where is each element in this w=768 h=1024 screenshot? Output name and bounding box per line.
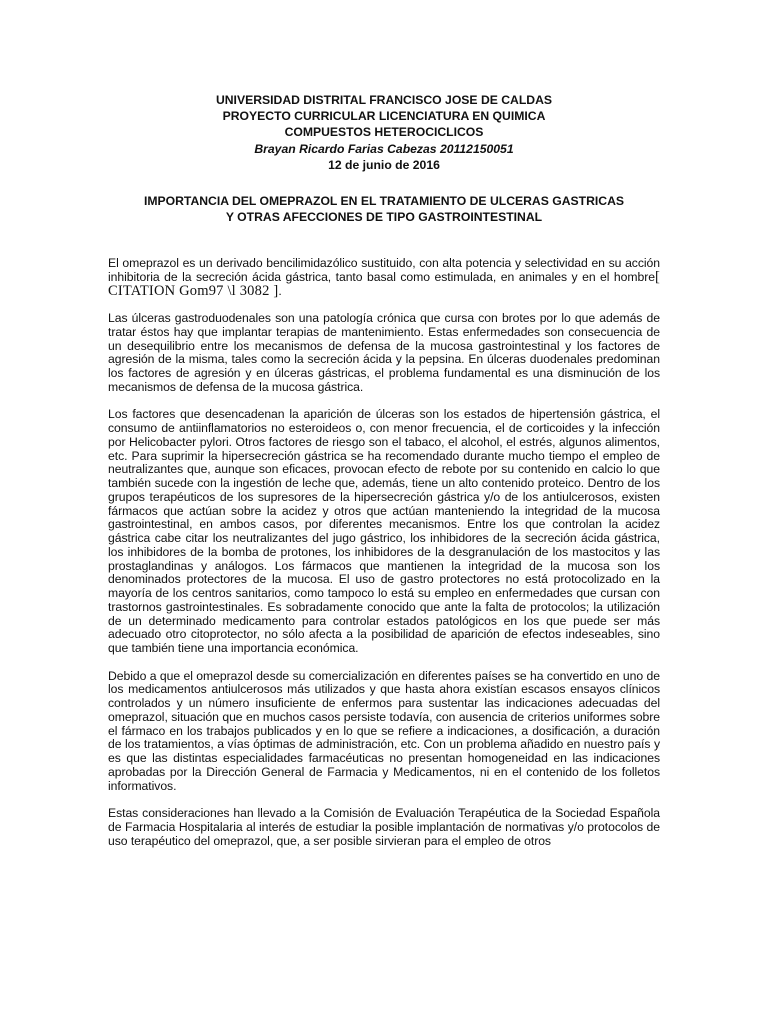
document-header <box>108 92 660 173</box>
citation-suffix: . <box>278 283 282 298</box>
paragraph-3: Los factores que desencadenan la aparición de úlceras son los estados de hipertensión gástrica, el consumo de antiinflamatorios no esteroideos o, con menor frecuencia, el de corticoides y la infección por Helicobacter pylori. Otros factores de riesgo son el tabaco, el alcohol, el estrés, algunos alimentos, etc. Para suprimir la hipersecreción gástrica se ha recomendado durante mucho tiempo el empleo de neutralizantes que, aunque son eficaces, provocan efecto de rebote por su contenido en calcio lo que también sucede con la ingestión de leche que, además, tiene un alto contenido proteico. Dentro de los grupos terapéuticos de los supresores de la hipersecreción gástrica y/o de los antiulcerosos, existen fármacos que actúan sobre la acidez y otros que actúan manteniendo la integridad de la mucosa gastrointestinal, en ambos casos, por diferentes mecanismos. Entre los que controlan la acidez gástrica cabe citar los neutralizantes del jugo gástrico, los inhibidores de la secreción ácida gástrica, los inhibidores de la bomba de protones, los inhibidores de la desgranulación de los mastocitos y las prostaglandinas y análogos. Los fármacos que mantienen la integridad de la mucosa son los denominados protectores de la mucosa. El uso de gastro protectores no está protocolizado en la mayoría de los centros sanitarios, como tampoco lo está su empleo en enfermedades que cursan con trastornos gastrointestinales. Es sobradamente conocido que ante la falta de protocolos; la utilización de un determinado medicamento para controlar estados patológicos en los que puede ser más adecuado otro citoprotector, no sólo afecta a la posibilidad de aparición de efectos indeseables, sino que también tiene una importancia económica. <box>108 407 660 656</box>
title-line-2: Y OTRAS AFECCIONES DE TIPO GASTROINTESTINAL <box>225 210 543 225</box>
project-name: PROYECTO CURRICULAR LICENCIATURA EN QUIMICA <box>222 109 546 124</box>
date-line: 12 de junio de 2016 <box>328 157 440 172</box>
paragraph-1-text: El omeprazol es un derivado bencilimidazólico sustituido, con alta potencia y selectividad en su acción inhibitoria de la secreción ácida gástrica, tanto basal como estimulada, en animales y en el hombre <box>108 256 660 284</box>
paragraph-4: Debido a que el omeprazol desde su comercialización en diferentes países se ha convertido en uno de los medicamentos antiulcerosos más utilizados y que hasta ahora existían escasos ensayos clínicos controlados y un número insuficiente de enfermos para sustentar las indicaciones adecuadas del omeprazol, situación que en muchos casos persiste todavía, con ausencia de criterios uniformes sobre el fármaco en los trabajos publicados y en lo que se refiere a indicaciones, a dosificación, a duración de los tratamientos, a vías óptimas de administración, etc. Con un problema añadido en nuestro país y es que las distintas especialidades farmacéuticas no presentan homogeneidad en las indicaciones aprobadas por la Dirección General de Farmacia y Medicamentos, ni en el contenido de los folletos informativos. <box>108 668 660 793</box>
paragraph-1 <box>108 257 660 298</box>
title-line-1: IMPORTANCIA DEL OMEPRAZOL EN EL TRATAMIENTO DE ULCERAS GASTRICAS <box>143 194 625 209</box>
paragraph-2: Las úlceras gastroduodenales son una patología crónica que cursa con brotes por lo que además de tratar éstos hay que implantar terapias de mantenimiento. Estas enfermedades son consecuencia de un desequilibrio entre los mecanismos de defensa de la mucosa gastrointestinal y los factores de agresión de la misma, tales como la secreción ácida y la pepsina. En úlceras duodenales predominan los factores de agresión y en úlceras gástricas, el problema fundamental es una disminución de los mecanismos de defensa de la mucosa gástrica. <box>108 311 660 394</box>
document-title <box>108 193 660 225</box>
document-body <box>108 257 660 848</box>
author-line: Brayan Ricardo Farias Cabezas 20112150051 <box>254 141 514 156</box>
course-name: COMPUESTOS HETEROCICLICOS <box>284 125 484 140</box>
paragraph-5: Estas consideraciones han llevado a la Comisión de Evaluación Terapéutica de la Sociedad Española de Farmacia Hospitalaria al interés de estudiar la posible implantación de normativas y/o protocolos de uso terapéutico del omeprazol, que, a ser posible sirvieran para el empleo de otros <box>108 806 660 848</box>
university-name: UNIVERSIDAD DISTRITAL FRANCISCO JOSE DE CALDAS <box>215 93 553 107</box>
citation-field[interactable]: [ CITATION Gom97 \l 3082 ] <box>108 268 660 299</box>
